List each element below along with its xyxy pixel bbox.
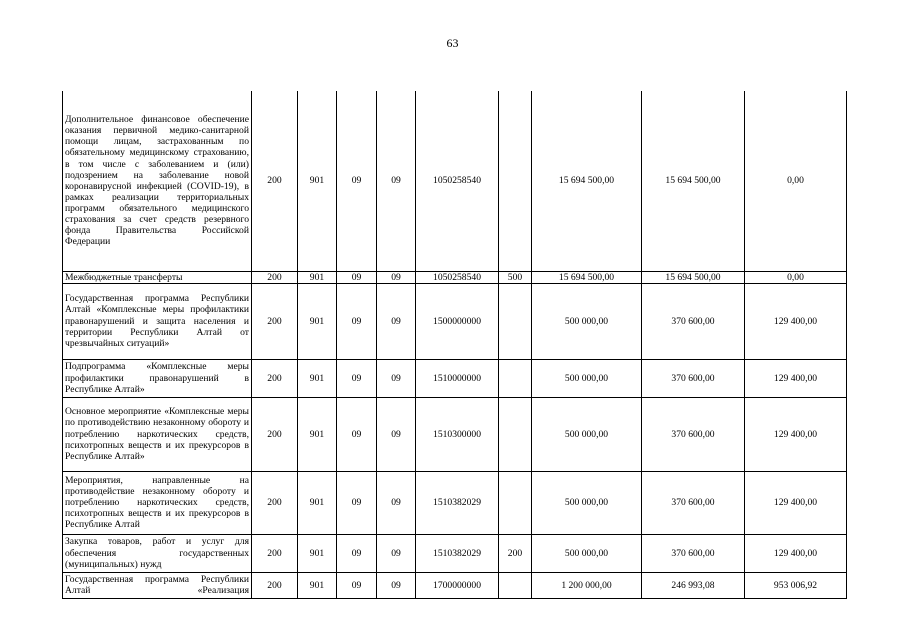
cell-code: 200 — [252, 271, 298, 283]
cell-section: 09 — [337, 283, 377, 359]
cell-approved: 500 000,00 — [532, 471, 642, 534]
table-row — [63, 397, 847, 471]
cell-executed: 15 694 500,00 — [642, 91, 745, 271]
cell-unexecuted: 0,00 — [745, 91, 847, 271]
cell-approved: 500 000,00 — [532, 359, 642, 397]
cell-target-article: 1700000000 — [416, 572, 499, 598]
cell-code: 200 — [252, 572, 298, 598]
cell-ministry: 901 — [298, 91, 337, 271]
cell-executed: 370 600,00 — [642, 359, 745, 397]
cell-approved: 15 694 500,00 — [532, 91, 642, 271]
cell-target-article: 1510382029 — [416, 471, 499, 534]
cell-approved: 500 000,00 — [532, 534, 642, 572]
cell-target-article: 1510300000 — [416, 397, 499, 471]
cell-subsection: 09 — [377, 271, 416, 283]
cell-section: 09 — [337, 471, 377, 534]
cell-executed: 15 694 500,00 — [642, 271, 745, 283]
row-description: Основное мероприятие «Комплексные меры по противодействию незаконному обороту и потреблению наркотических средств, психотропных веществ и их прекурсоров в Республике Алтай» — [63, 397, 252, 471]
cell-expense-type: 500 — [499, 271, 532, 283]
cell-executed: 370 600,00 — [642, 534, 745, 572]
cell-unexecuted: 129 400,00 — [745, 283, 847, 359]
cell-unexecuted: 129 400,00 — [745, 471, 847, 534]
row-description: Закупка товаров, работ и услуг для обеспечения государственных (муниципальных) нужд — [63, 534, 252, 572]
cell-expense-type — [499, 572, 532, 598]
cell-subsection: 09 — [377, 534, 416, 572]
budget-table — [62, 91, 847, 599]
row-description: Дополнительное финансовое обеспечение оказания первичной медико-санитарной помощи лицам, застрахованным по обязательному медицинскому страхованию, в том числе с заболеванием и (или) подозрением на заболевание новой коронавирусной инфекцией (COVID-19), в рамках реализации территориальных программ обязательного медицинского страхования за счет средств резервного фонда Правительства Российской Федерации — [63, 91, 252, 271]
cell-section: 09 — [337, 534, 377, 572]
cell-unexecuted: 129 400,00 — [745, 359, 847, 397]
cell-expense-type — [499, 359, 532, 397]
cell-unexecuted: 953 006,92 — [745, 572, 847, 598]
cell-unexecuted: 129 400,00 — [745, 534, 847, 572]
cell-subsection: 09 — [377, 359, 416, 397]
cell-expense-type — [499, 283, 532, 359]
cell-executed: 370 600,00 — [642, 283, 745, 359]
cell-unexecuted: 0,00 — [745, 271, 847, 283]
cell-ministry: 901 — [298, 359, 337, 397]
row-description: Межбюджетные трансферты — [63, 271, 252, 283]
cell-code: 200 — [252, 397, 298, 471]
cell-code: 200 — [252, 534, 298, 572]
cell-ministry: 901 — [298, 572, 337, 598]
row-description: Мероприятия, направленные на противодействие незаконному обороту и потреблению наркотических средств, психотропных веществ и их прекурсоров в Республике Алтай — [63, 471, 252, 534]
cell-ministry: 901 — [298, 397, 337, 471]
cell-code: 200 — [252, 91, 298, 271]
cell-approved: 500 000,00 — [532, 397, 642, 471]
row-description: Подпрограмма «Комплексные меры профилактики правонарушений в Республике Алтай» — [63, 359, 252, 397]
cell-target-article: 1050258540 — [416, 91, 499, 271]
cell-target-article: 1510000000 — [416, 359, 499, 397]
cell-code: 200 — [252, 283, 298, 359]
cell-target-article: 1050258540 — [416, 271, 499, 283]
cell-section: 09 — [337, 572, 377, 598]
cell-unexecuted: 129 400,00 — [745, 397, 847, 471]
cell-subsection: 09 — [377, 91, 416, 271]
cell-code: 200 — [252, 471, 298, 534]
table-row — [63, 534, 847, 572]
cell-subsection: 09 — [377, 283, 416, 359]
table-row — [63, 359, 847, 397]
row-description: Государственная программа Республики Алтай «Реализация — [63, 572, 252, 598]
cell-target-article: 1510382029 — [416, 534, 499, 572]
cell-expense-type: 200 — [499, 534, 532, 572]
cell-executed: 246 993,08 — [642, 572, 745, 598]
cell-expense-type — [499, 397, 532, 471]
cell-code: 200 — [252, 359, 298, 397]
cell-subsection: 09 — [377, 471, 416, 534]
cell-subsection: 09 — [377, 397, 416, 471]
page-number: 63 — [446, 36, 459, 50]
table-row — [63, 471, 847, 534]
cell-section: 09 — [337, 359, 377, 397]
cell-ministry: 901 — [298, 283, 337, 359]
row-description: Государственная программа Республики Алтай «Комплексные меры профилактики правонарушений и защита населения и территории Республики Алтай от чрезвычайных ситуаций» — [63, 283, 252, 359]
cell-subsection: 09 — [377, 572, 416, 598]
table-row — [63, 572, 847, 598]
cell-approved: 500 000,00 — [532, 283, 642, 359]
cell-executed: 370 600,00 — [642, 397, 745, 471]
cell-section: 09 — [337, 397, 377, 471]
cell-expense-type — [499, 471, 532, 534]
cell-executed: 370 600,00 — [642, 471, 745, 534]
table-row — [63, 283, 847, 359]
cell-approved: 15 694 500,00 — [532, 271, 642, 283]
cell-expense-type — [499, 91, 532, 271]
cell-target-article: 1500000000 — [416, 283, 499, 359]
cell-ministry: 901 — [298, 471, 337, 534]
cell-section: 09 — [337, 91, 377, 271]
cell-ministry: 901 — [298, 534, 337, 572]
table-row — [63, 271, 847, 283]
table-row — [63, 91, 847, 271]
cell-approved: 1 200 000,00 — [532, 572, 642, 598]
cell-ministry: 901 — [298, 271, 337, 283]
cell-section: 09 — [337, 271, 377, 283]
